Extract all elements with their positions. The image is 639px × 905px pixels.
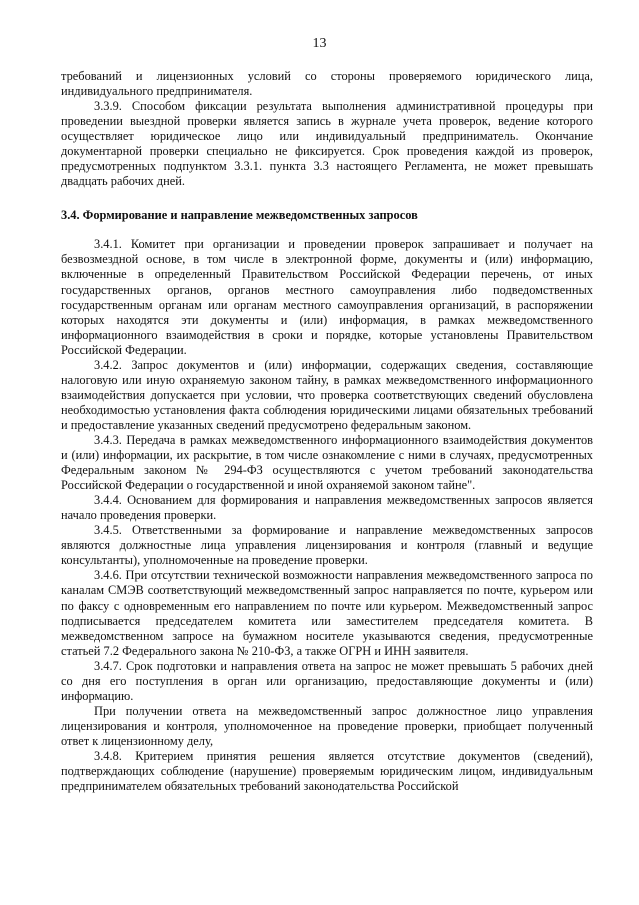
section-heading: 3.4. Формирование и направление межведомственных запросов <box>61 208 418 223</box>
paragraph-3-4-6: 3.4.6. При отсутствии технической возможности направления межведомственного запроса по каналам СМЭВ соответствующий межведомственный запрос направляется по почте, курьером или по факсу с одновременным его направлением по почте или курьером. Межведомственный запрос подписывается председателем комитета или заместителем председателя комитета. В межведомственном запросе на бумажном носителе указываются сведения, предусмотренные статьей 7.2 Федерального закона № 210-ФЗ, а также ОГРН и ИНН заявителя. <box>61 568 593 658</box>
paragraph-3-4-5: 3.4.5. Ответственными за формирование и направление межведомственных запросов являются должностные лица управления лицензирования и контроля (главный и ведущие консультанты), уполномоченные на проведение проверки. <box>61 523 593 568</box>
paragraph-3-4-8: 3.4.8. Критерием принятия решения является отсутствие документов (сведений), подтверждающих соблюдение (нарушение) проверяемым юридическим лицом, индивидуальным предпринимателем обязательных требований законодательства Российской <box>61 748 593 794</box>
paragraph-3-3-9: 3.3.9. Способом фиксации результата выполнения административной процедуры при проведении выездной проверки является запись в журнале учета проверок, ведение которого осуществляет юридическое лицо или индивидуальный предприниматель. Окончание документарной проверки специально не фиксируется. Срок проведения каждой из проверок, предусмотренных подпунктом 3.3.1. пункта 3.3 настоящего Регламента, не может превышать двадцать рабочих дней. <box>61 99 593 189</box>
paragraph-3-4-7: 3.4.7. Срок подготовки и направления ответа на запрос не может превышать 5 рабочих дней со дня его поступления в орган или организацию, предоставляющие документы и (или) информацию. <box>61 658 593 703</box>
paragraph-continuation: требований и лицензионных условий со стороны проверяемого юридического лица, индивидуального предпринимателя. <box>61 69 593 99</box>
paragraph-3-4-2: 3.4.2. Запрос документов и (или) информации, содержащих сведения, составляющие налоговую или иную охраняемую законом тайну, в рамках межведомственного информационного взаимодействия допускается при условии, что проверка соответствующих сведений обусловлена необходимостью установления факта соблюдения юридическими лицами обязательных требований и предоставление указанных сведений предусмотрено федеральным законом. <box>61 357 593 432</box>
document-body <box>61 69 593 794</box>
paragraph-3-4-3: 3.4.3. Передача в рамках межведомственного информационного взаимодействия документов и (или) информации, их раскрытие, в том числе ознакомление с ними в случаях, предусмотренных Федеральным законом № 294-ФЗ осуществляются с учетом требований законодательства Российской Федерации о государственной и иной охраняемой законом тайне". <box>61 432 593 493</box>
paragraph-3-4-1: 3.4.1. Комитет при организации и проведении проверок запрашивает и получает на безвозмездной основе, в том числе в электронной форме, документы и (или) информацию, включенные в определенный Правительством Российской Федерации перечень, от иных государственных органов, органов местного самоуправления либо подведомственных государственным органам или органам местного самоуправления организаций, в распоряжении которых находятся эти документы и (или) информация, в рамках межведомственного информационного взаимодействия в сроки и порядке, которые установлены Правительством Российской Федерации. <box>61 237 593 357</box>
paragraph-3-4-4: 3.4.4. Основанием для формирования и направления межведомственных запросов является начало проведения проверки. <box>61 493 593 523</box>
page-number: 13 <box>312 36 327 51</box>
paragraph-response-received: При получении ответа на межведомственный запрос должностное лицо управления лицензирования и контроля, уполномоченное на проведение проверки, приобщает полученный ответ к лицензионному делу, <box>61 703 593 748</box>
